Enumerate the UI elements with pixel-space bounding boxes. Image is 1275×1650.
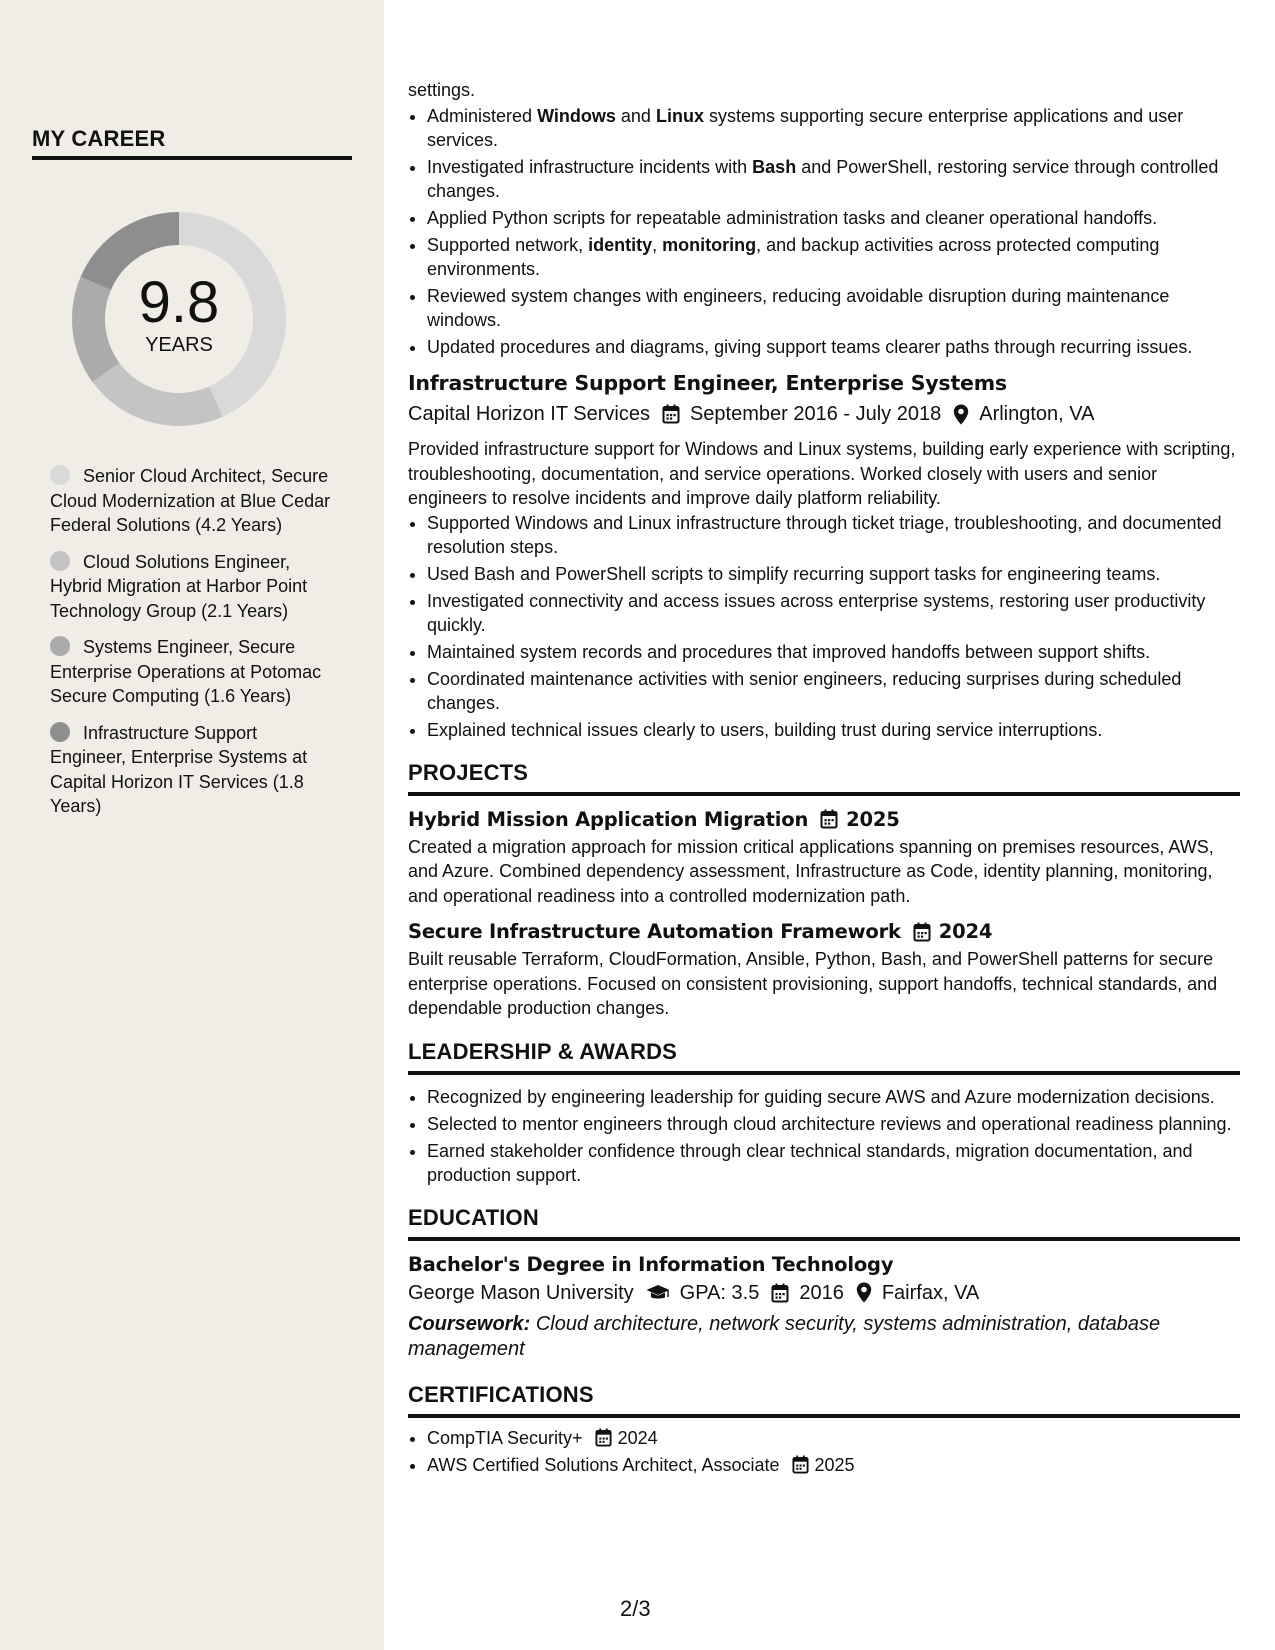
legend-label: Infrastructure Support Engineer, Enterprise Systems at Capital Horizon IT Services (1.8 Years)	[50, 722, 308, 816]
project-description: Built reusable Terraform, CloudFormation, Ansible, Python, Bash, and PowerShell patterns for secure enterprise operations. Focused on consistent provisioning, support handoffs, technical standards, and dependable production changes.	[408, 949, 1218, 1018]
job-bullets	[408, 511, 1240, 742]
project-year: 2025	[846, 807, 900, 831]
prev-job-bullet	[427, 284, 1240, 332]
prev-job-bullet	[427, 104, 1240, 152]
bullet-text: , and backup activities across protected computing environments.	[427, 235, 1160, 279]
bullet-keyword: Linux	[655, 106, 704, 126]
job-bullet: • Explained technical issues clearly to users, building trust during service interruptions.	[427, 718, 1240, 742]
legend-dot	[50, 722, 70, 742]
leadership-item: • Earned stakeholder confidence through clear technical standards, migration documentation, and production support.	[427, 1139, 1240, 1187]
calendar-icon	[771, 1283, 789, 1303]
coursework-label: Coursework:	[408, 1312, 531, 1335]
job-bullet: • Used Bash and PowerShell scripts to simplify recurring support tasks for engineering teams.	[427, 562, 1240, 586]
bullet-text: and	[615, 106, 656, 126]
education-meta	[408, 1280, 1240, 1306]
calendar-icon	[913, 922, 931, 942]
map-pin-icon	[953, 404, 969, 425]
bullet-text: and PowerShell, restoring service through controlled changes.	[427, 157, 1219, 201]
legend-label: Senior Cloud Architect, Secure Cloud Modernization at Blue Cedar Federal Solutions (4.2 Years)	[50, 466, 331, 535]
bullet-text: ,	[652, 235, 663, 255]
projects-heading: PROJECTS	[408, 760, 1240, 796]
donut-segment	[72, 277, 119, 382]
legend-label: Cloud Solutions Engineer, Hybrid Migration at Harbor Point Technology Group (2.1 Years)	[50, 551, 308, 621]
legend-dot	[50, 551, 70, 571]
legend-item	[50, 721, 332, 819]
calendar-icon	[820, 809, 838, 829]
total-years-value: 9.8	[138, 270, 220, 335]
bullet-text: Applied Python scripts for repeatable administration tasks and cleaner operational handoffs.	[427, 208, 1158, 228]
bullet-text: Administered	[427, 106, 538, 126]
project-title-row	[408, 920, 1240, 943]
job-title: Infrastructure Support Engineer, Enterprise Systems	[408, 371, 1007, 395]
bullet-keyword: monitoring	[662, 235, 757, 255]
legend-label: Systems Engineer, Secure Enterprise Operations at Potomac Secure Computing (1.6 Years)	[50, 637, 322, 706]
project-description: Created a migration approach for mission critical applications spanning on premises resources, AWS, and Azure. Combined dependency assessment, Infrastructure as Code, identity planning, monitoring, and operational readiness into a controlled modernization path.	[408, 836, 1214, 906]
certification-year: 2024	[617, 1427, 658, 1448]
career-donut-chart	[64, 204, 294, 434]
bullet-keyword: Windows	[537, 106, 616, 126]
donut-segment	[93, 363, 223, 426]
certifications-heading: CERTIFICATIONS	[408, 1382, 1240, 1418]
prev-job-continuation: settings.	[408, 80, 476, 100]
certification-name: • CompTIA Security+	[427, 1427, 583, 1448]
leadership-item: • Recognized by engineering leadership for guiding secure AWS and Azure modernization decisions.	[427, 1085, 1240, 1109]
calendar-icon	[662, 404, 680, 424]
project-title: Secure Infrastructure Automation Framework	[408, 920, 901, 943]
legend-dot	[50, 636, 70, 656]
job-bullet: • Investigated connectivity and access issues across enterprise systems, restoring user productivity quickly.	[427, 589, 1240, 637]
bullet-keyword: identity	[588, 235, 653, 255]
calendar-icon	[792, 1455, 809, 1474]
coursework	[408, 1312, 1240, 1362]
job-location: Arlington, VA	[979, 403, 1095, 425]
sidebar	[0, 0, 384, 1650]
job-meta	[408, 401, 1240, 427]
bullet-text: Investigated infrastructure incidents with	[427, 157, 753, 177]
calendar-icon	[595, 1428, 612, 1447]
bullet-text: systems supporting secure enterprise applications and user services.	[427, 106, 1184, 150]
career-title: MY CAREER	[32, 126, 352, 160]
legend-item	[50, 635, 332, 709]
bullet-text: Supported network,	[427, 235, 589, 255]
job-summary: Provided infrastructure support for Windows and Linux systems, building early experience with scripting, troubleshooting, documentation, and service operations. Worked closely with users and senior engineers to resolve incidents and improve daily platform reliability.	[408, 439, 1236, 508]
degree: Bachelor's Degree in Information Technology	[408, 1252, 894, 1276]
graduation-year: 2016	[799, 1281, 844, 1304]
education-heading: EDUCATION	[408, 1205, 1240, 1241]
prev-job-bullet	[427, 233, 1240, 281]
certification-item	[427, 1426, 1240, 1450]
job-bullet: • Coordinated maintenance activities with senior engineers, reducing surprises during scheduled changes.	[427, 667, 1240, 715]
bullet-text: Updated procedures and diagrams, giving support teams clearer paths through recurring issues.	[427, 337, 1193, 357]
legend-dot	[50, 465, 70, 485]
career-legend	[50, 464, 332, 831]
job-dates: September 2016 - July 2018	[689, 403, 942, 425]
years-label: YEARS	[145, 334, 213, 356]
certification-year: 2025	[814, 1454, 855, 1475]
certification-item	[427, 1453, 1240, 1477]
prev-job-bullet	[427, 335, 1240, 359]
project-title-row	[408, 808, 1240, 831]
map-pin-icon	[856, 1282, 872, 1303]
prev-job-bullet	[427, 206, 1240, 230]
school-location: Fairfax, VA	[881, 1281, 980, 1304]
job-company: Capital Horizon IT Services	[408, 403, 650, 425]
prev-job-bullets	[408, 104, 1240, 359]
legend-item	[50, 550, 332, 624]
leadership-item: • Selected to mentor engineers through cloud architecture reviews and operational readiness planning.	[427, 1112, 1240, 1136]
certifications-list	[408, 1426, 1240, 1477]
gpa: GPA: 3.5	[679, 1281, 760, 1304]
project-title: Hybrid Mission Application Migration	[408, 807, 809, 831]
prev-job-bullet	[427, 155, 1240, 203]
graduation-cap-icon	[646, 1284, 670, 1302]
school-name: George Mason University	[408, 1281, 634, 1304]
job-bullet: • Maintained system records and procedures that improved handoffs between support shifts.	[427, 640, 1240, 664]
main-content	[408, 78, 1240, 1480]
certification-name: • AWS Certified Solutions Architect, Associate	[427, 1454, 780, 1475]
leadership-list	[408, 1085, 1240, 1187]
job-bullet: • Supported Windows and Linux infrastructure through ticket triage, troubleshooting, and documented resolution steps.	[427, 511, 1240, 559]
page-number: 2/3	[620, 1596, 651, 1621]
legend-item	[50, 464, 332, 538]
bullet-text: Reviewed system changes with engineers, reducing avoidable disruption during maintenance windows.	[427, 286, 1170, 330]
coursework-text: Cloud architecture, network security, systems administration, database management	[408, 1312, 1161, 1360]
bullet-keyword: Bash	[752, 157, 797, 177]
project-year: 2024	[938, 920, 993, 943]
leadership-heading: LEADERSHIP & AWARDS	[408, 1039, 1240, 1075]
